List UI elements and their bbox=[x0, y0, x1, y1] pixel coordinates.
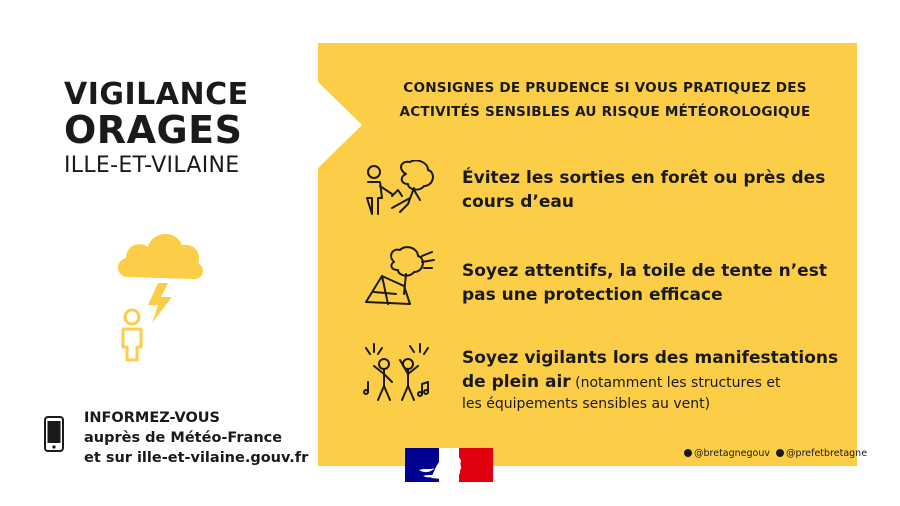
twitter-icon bbox=[684, 449, 692, 457]
advice-events-line1: Soyez vigilants lors des manifestations bbox=[462, 348, 839, 368]
advice-events-note: (notamment les structures et bbox=[570, 375, 781, 391]
twitter-handle[interactable]: @bretagnegouv bbox=[694, 448, 770, 459]
inform-link[interactable]: et sur ille-et-vilaine.gouv.fr bbox=[84, 450, 309, 466]
inform-title: INFORMEZ-VOUS bbox=[84, 410, 220, 426]
advice-events-line3: les équipements sensibles au vent) bbox=[462, 396, 711, 412]
inform-block bbox=[44, 408, 324, 468]
marianne-logo bbox=[405, 448, 493, 482]
advice-events-line2 bbox=[462, 370, 842, 394]
facebook-handle[interactable]: @prefetbretagne bbox=[786, 448, 868, 459]
dancing-crowd-icon bbox=[362, 342, 438, 406]
title-department: ILLE-ET-VILAINE bbox=[64, 153, 240, 178]
advice-events bbox=[462, 346, 842, 414]
inform-line2: auprès de Météo-France bbox=[84, 430, 283, 446]
tent-under-tree-icon bbox=[360, 246, 438, 310]
facebook-icon bbox=[776, 449, 784, 457]
advice-forest bbox=[462, 166, 842, 214]
title-orages: ORAGES bbox=[64, 108, 243, 152]
advice-tent bbox=[462, 259, 842, 307]
advice-events-emphasis: de plein air bbox=[462, 372, 571, 392]
smartphone-icon bbox=[44, 416, 64, 452]
advice-tent-line2: pas une protection efficace bbox=[462, 285, 723, 305]
advice-tent-line1: Soyez attentifs, la toile de tente n’est bbox=[462, 261, 827, 281]
title-block bbox=[64, 77, 274, 180]
panel-heading bbox=[370, 76, 840, 124]
person-near-tree-icon bbox=[362, 160, 440, 218]
title-vigilance: VIGILANCE bbox=[64, 77, 249, 112]
panel-heading-line1: CONSIGNES DE PRUDENCE SI VOUS PRATIQUEZ DES bbox=[403, 80, 807, 96]
advice-forest-line1: Évitez les sorties en forêt ou près des bbox=[462, 168, 826, 188]
storm-cloud-lightning-icon bbox=[110, 225, 210, 365]
social-handles bbox=[684, 448, 867, 459]
advice-forest-line2: cours d’eau bbox=[462, 192, 575, 212]
panel-heading-line2: ACTIVITÉS SENSIBLES AU RISQUE MÉTÉOROLOGIQUE bbox=[399, 104, 811, 120]
